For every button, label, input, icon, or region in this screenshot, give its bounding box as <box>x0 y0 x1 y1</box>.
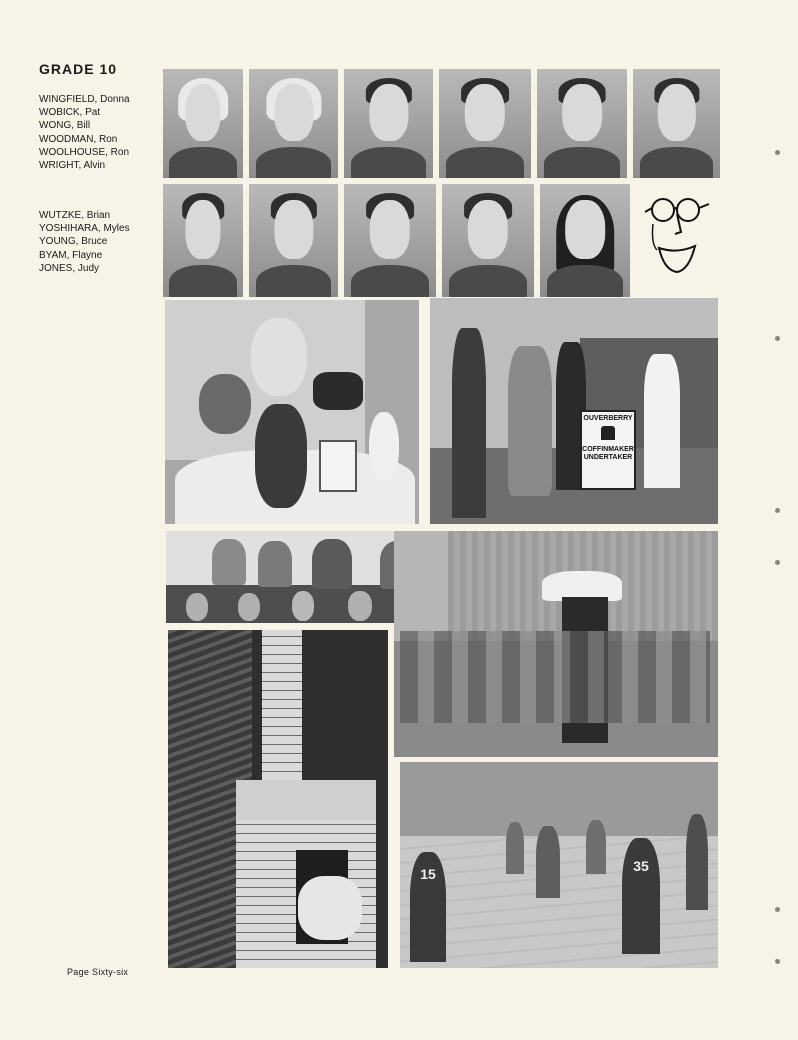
name-list <box>39 209 130 275</box>
school-play-photo <box>430 298 718 524</box>
basketball-game-photo <box>400 762 718 968</box>
student-name: YOUNG, Bruce <box>39 236 108 248</box>
student-portrait <box>537 69 627 178</box>
student-name: BYAM, Flayne <box>39 249 103 261</box>
jersey-number: 15 <box>420 866 436 882</box>
student-portrait <box>163 69 243 178</box>
punch-hole-mark <box>775 336 780 341</box>
student-portrait <box>540 184 630 297</box>
student-name: WUTZKE, Brian <box>39 210 111 221</box>
student-portrait <box>633 69 720 178</box>
student-portrait <box>249 69 338 178</box>
play-sign-line: UNDERTAKER <box>583 454 633 461</box>
christmas-fireplace-photo <box>168 630 388 968</box>
punch-hole-mark <box>775 959 780 964</box>
play-sign-line: OUVERBERRY <box>583 415 633 422</box>
jersey-number: 35 <box>633 858 649 874</box>
name-list <box>39 93 130 172</box>
student-portrait <box>344 69 433 178</box>
student-portrait <box>163 184 243 297</box>
student-name: WOOLHOUSE, Ron <box>39 146 130 158</box>
punch-hole-mark <box>775 907 780 912</box>
student-name: YOSHIHARA, Myles <box>39 223 130 235</box>
band-concert-photo <box>394 531 718 757</box>
page-number: Page Sixty-six <box>67 967 129 977</box>
face-doodle-icon <box>637 184 720 294</box>
page-title: GRADE 10 <box>39 61 118 77</box>
student-name: WOODMAN, Ron <box>39 133 118 145</box>
punch-hole-mark <box>775 150 780 155</box>
punch-hole-mark <box>775 560 780 565</box>
student-name: WRIGHT, Alvin <box>39 160 106 172</box>
student-name: WONG, Bill <box>39 120 91 132</box>
student-portrait <box>344 184 436 297</box>
play-sign-line: COFFINMAKER <box>582 446 634 453</box>
student-portrait <box>249 184 338 297</box>
punch-hole-mark <box>775 508 780 513</box>
student-name: JONES, Judy <box>39 262 100 274</box>
student-name: WOBICK, Pat <box>39 107 101 119</box>
student-name: WINGFIELD, Donna <box>39 94 130 105</box>
stuffed-animals-photo <box>165 300 419 524</box>
student-portrait <box>442 184 534 297</box>
student-portrait <box>439 69 531 178</box>
